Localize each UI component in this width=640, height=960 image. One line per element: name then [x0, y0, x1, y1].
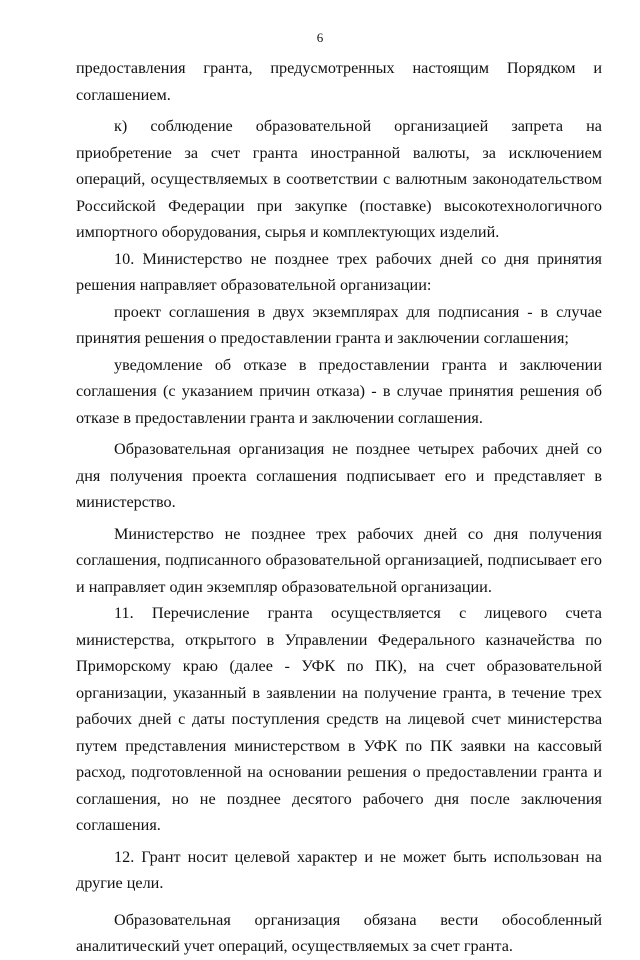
paragraph-organization-signing: Образовательная организация не позднее четырех рабочих дней со дня получения проекта соглашения подписывает его и представляет в министерство. — [76, 440, 602, 511]
paragraph-10: 10. Министерство не позднее трех рабочих дней со дня принятия решения направляет образовательной организации: — [76, 249, 602, 294]
paragraph-continuation: предоставления гранта, предусмотренных настоящим Порядком и соглашением. — [76, 59, 602, 104]
page-number: 6 — [316, 30, 324, 45]
document-body — [76, 55, 602, 960]
paragraph-11: 11. Перечисление гранта осуществляется с лицевого счета министерства, открытого в Управлении Федерального казначейства по Приморскому краю (далее - УФК по ПК), на счет образовательной организации, указанный в заявлении на получение гранта, в течение трех рабочих дней с даты поступления средств на лицевой счет министерства путем представления министерством в УФК по ПК заявки на кассовый расход, подготовленной на основании решения о предоставлении гранта и соглашения, но не позднее десятого рабочего дня после заключения соглашения. — [76, 604, 602, 834]
paragraph-item-k: к) соблюдение образовательной организацией запрета на приобретение за счет гранта иностранной валюты, за исключением операций, осуществляемых в соответствии с валютным законодательством Российской Федерации при закупке (поставке) высокотехнологичного импортного оборудования, сырья и комплектующих изделий. — [76, 117, 602, 241]
paragraph-12: 12. Грант носит целевой характер и не может быть использован на другие цели. — [76, 847, 602, 892]
paragraph-ministry-signing: Министерство не позднее трех рабочих дней со дня получения соглашения, подписанного образовательной организацией, подписывает его и направляет один экземпляр образовательной организации. — [76, 524, 602, 596]
paragraph-accounting: Образовательная организация обязана вести обособленный аналитический учет операций, осуществляемых за счет гранта. — [76, 910, 602, 955]
paragraph-agreement-draft: проект соглашения в двух экземплярах для подписания - в случае принятия решения о предоставлении гранта и заключении соглашения; — [76, 302, 602, 347]
paragraph-refusal-notice: уведомление об отказе в предоставлении гранта и заключении соглашения (с указанием причин отказа) - в случае принятия решения об отказе в предоставлении гранта и заключении соглашения. — [76, 355, 602, 427]
